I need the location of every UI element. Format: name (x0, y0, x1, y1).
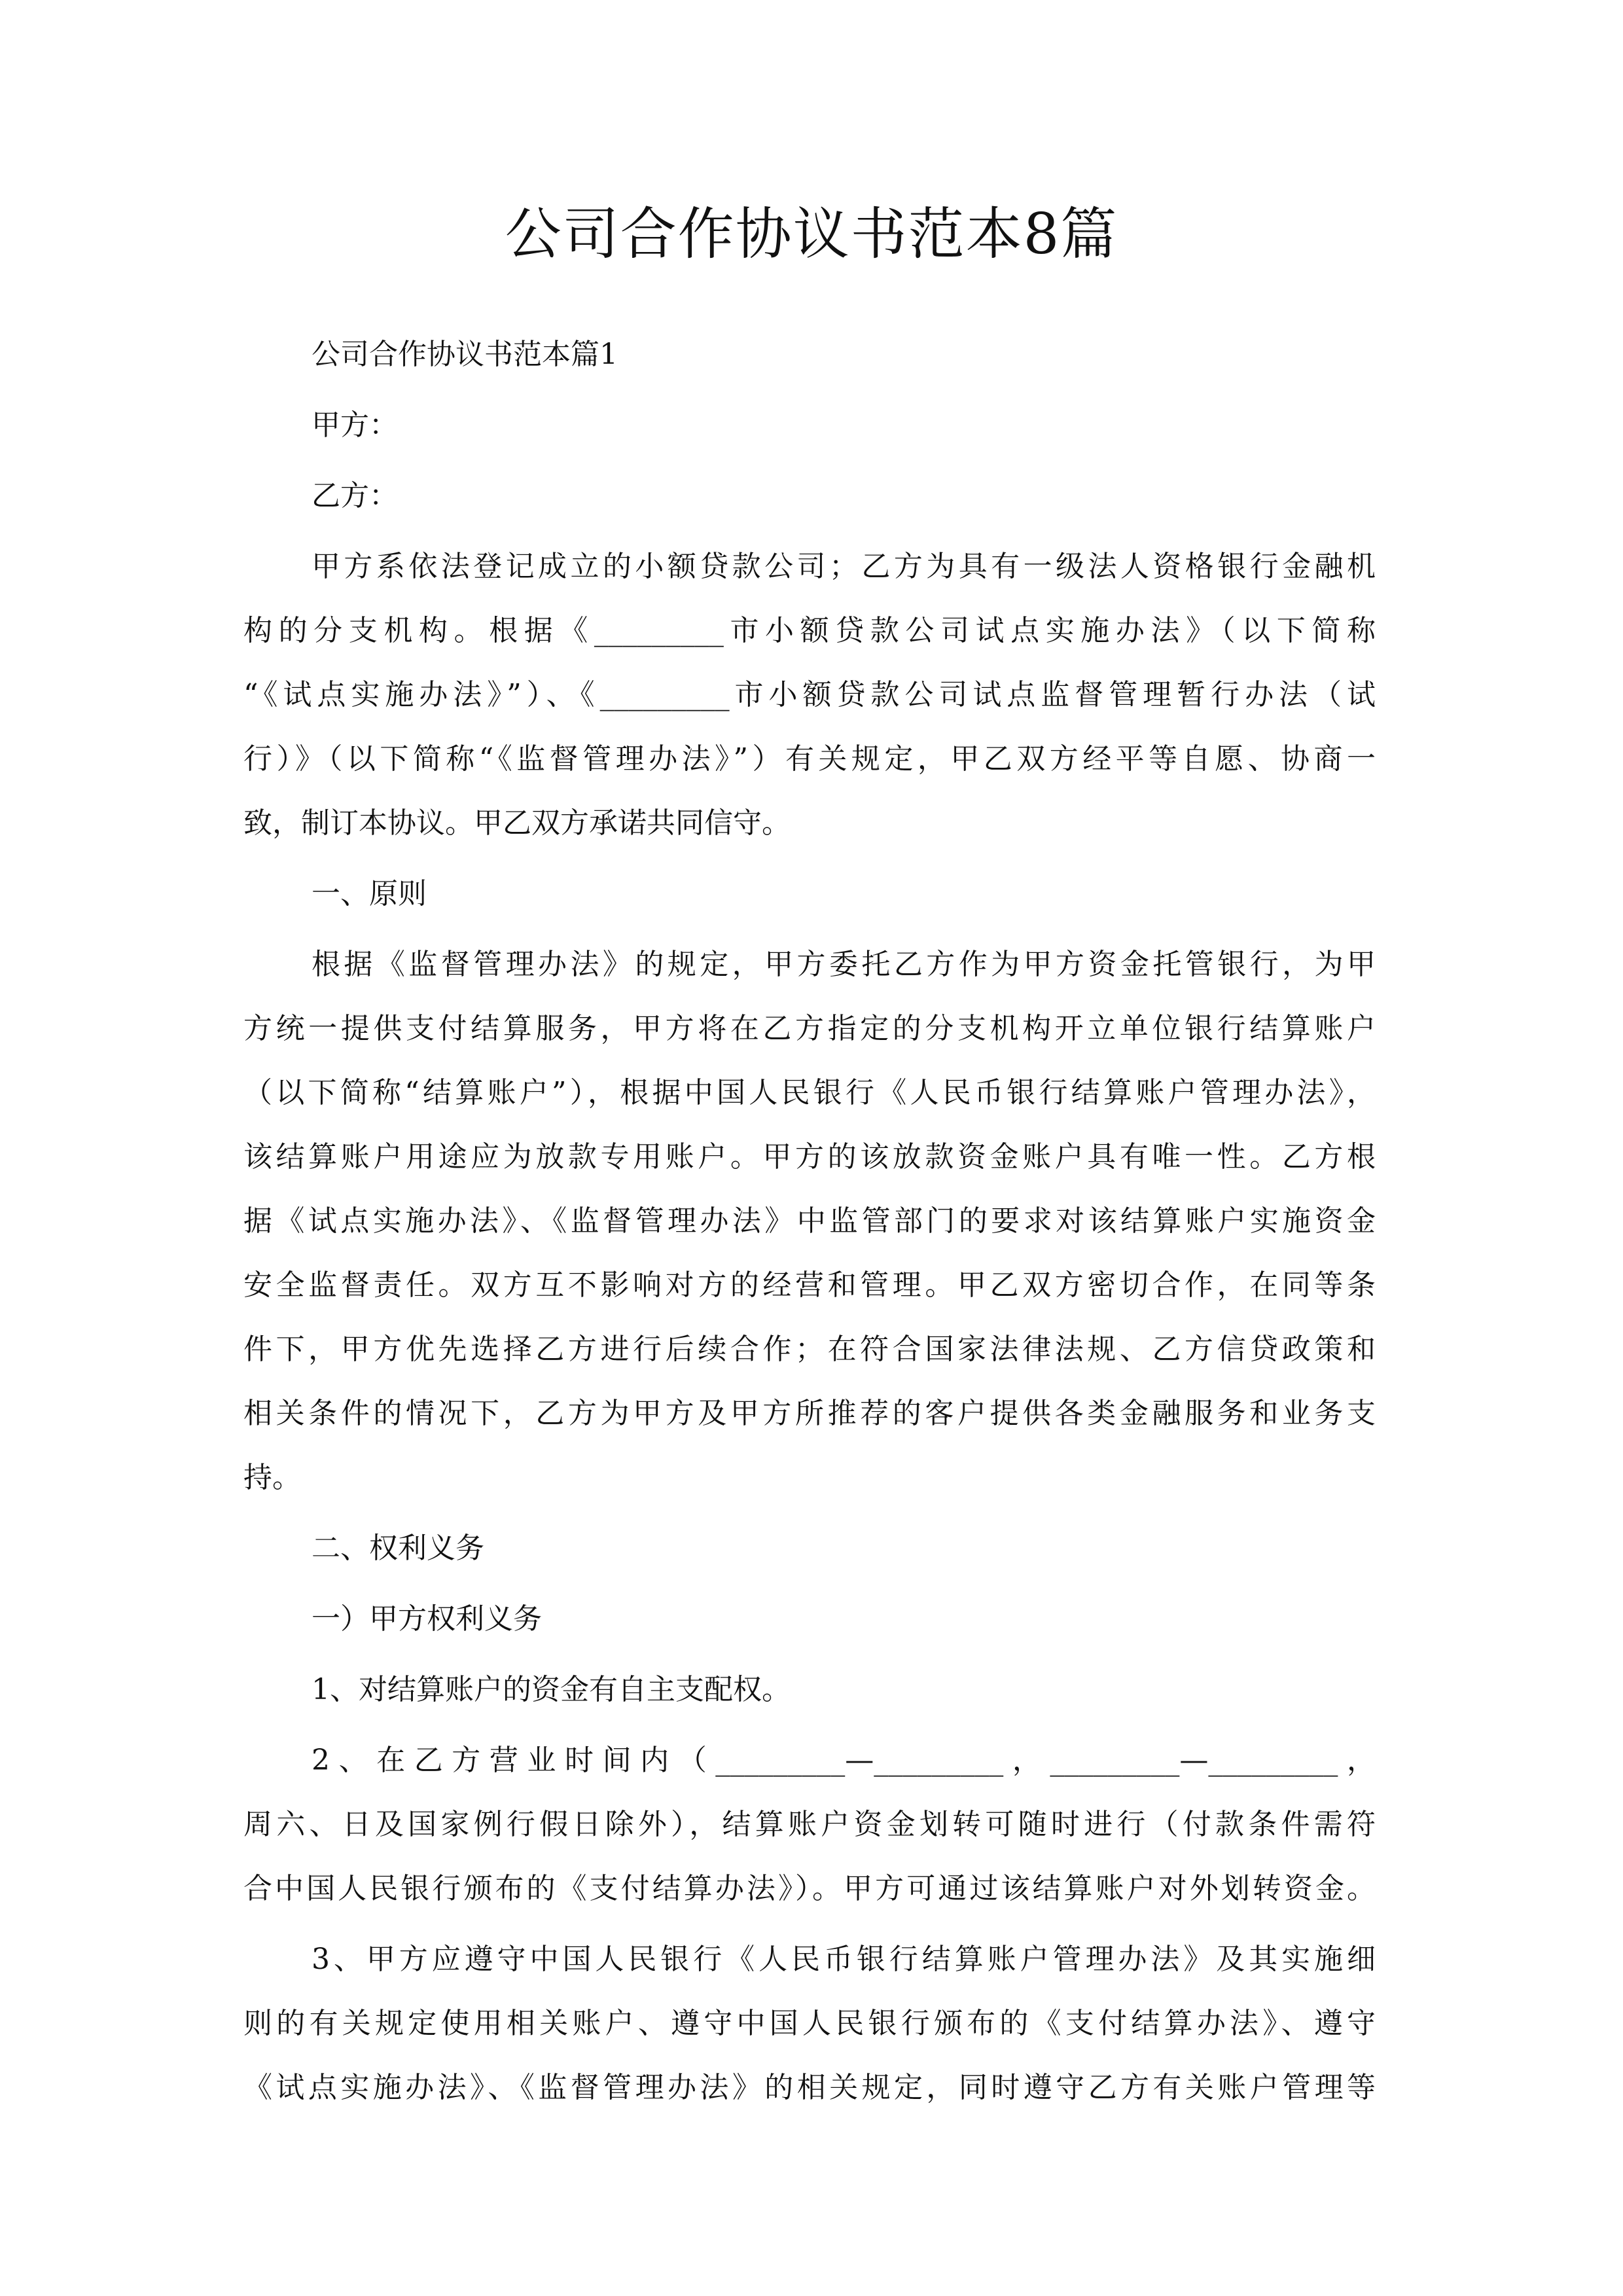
subheading-party-a: 一）甲方权利义务 (312, 1602, 542, 1636)
paragraph-line: 则的有关规定使用相关账户、遵守中国人民银行颁布的《支付结算办法》、遵守 (243, 2007, 1376, 2040)
clause-item: 1、对结算账户的资金有自主支配权。 (312, 1673, 791, 1706)
paragraph-line: 相关条件的情况下，乙方为甲方及甲方所推荐的客户提供各类金融服务和业务支 (243, 1397, 1376, 1430)
paragraph-line: 件下，甲方优先选择乙方进行后续合作；在符合国家法律法规、乙方信贷政策和 (243, 1333, 1376, 1366)
paragraph-line: 合中国人民银行颁布的《支付结算办法》）。甲方可通过该结算账户对外划转资金。 (243, 1872, 1376, 1905)
paragraph-line: “《试点实施办法》”）、《_________市小额贷款公司试点监督管理暂行办法（试 (243, 678, 1376, 711)
paragraph-line: 持。 (243, 1461, 301, 1494)
paragraph-line: 该结算账户用途应为放款专用账户。甲方的该放款资金账户具有唯一性。乙方根 (243, 1140, 1376, 1174)
clause-item: 2、在乙方营业时间内（_________—_________，_________—_________， (312, 1744, 1376, 1777)
paragraph-line: 构的分支机构。根据《_________市小额贷款公司试点实施办法》（以下简称 (243, 614, 1376, 647)
paragraph-line: 行）》（以下简称“《监督管理办法》”）有关规定，甲乙双方经平等自愿、协商一 (243, 742, 1376, 776)
paragraph-line: 周六、日及国家例行假日除外），结算账户资金划转可随时进行（付款条件需符 (243, 1808, 1376, 1841)
paragraph-line: 甲方系依法登记成立的小额贷款公司；乙方为具有一级法人资格银行金融机 (312, 550, 1376, 583)
section-heading: 公司合作协议书范本篇1 (312, 338, 618, 371)
heading-rights-obligations: 二、权利义务 (312, 1532, 484, 1565)
party-a-label: 甲方： (312, 408, 398, 442)
paragraph-line: （以下简称“结算账户”），根据中国人民银行《人民币银行结算账户管理办法》， (243, 1076, 1376, 1109)
paragraph-line: 方统一提供支付结算服务，甲方将在乙方指定的分支机构开立单位银行结算账户 (243, 1012, 1376, 1045)
party-b-label: 乙方： (312, 479, 398, 512)
paragraph-line: 根据《监督管理办法》的规定，甲方委托乙方作为甲方资金托管银行，为甲 (312, 948, 1376, 981)
document-title: 公司合作协议书范本8篇 (505, 202, 1118, 267)
heading-principle: 一、原则 (312, 877, 427, 910)
paragraph-line: 《试点实施办法》、《监督管理办法》的相关规定，同时遵守乙方有关账户管理等 (243, 2071, 1376, 2104)
paragraph-line: 安全监督责任。双方互不影响对方的经营和管理。甲乙双方密切合作，在同等条 (243, 1268, 1376, 1302)
document-body (243, 335, 1376, 2108)
paragraph-line: 据《试点实施办法》、《监督管理办法》中监管部门的要求对该结算账户实施资金 (243, 1204, 1376, 1238)
paragraph-line: 致，制订本协议。甲乙双方承诺共同信守。 (243, 806, 791, 840)
clause-item: 3、甲方应遵守中国人民银行《人民币银行结算账户管理办法》及其实施细 (312, 1943, 1376, 1976)
